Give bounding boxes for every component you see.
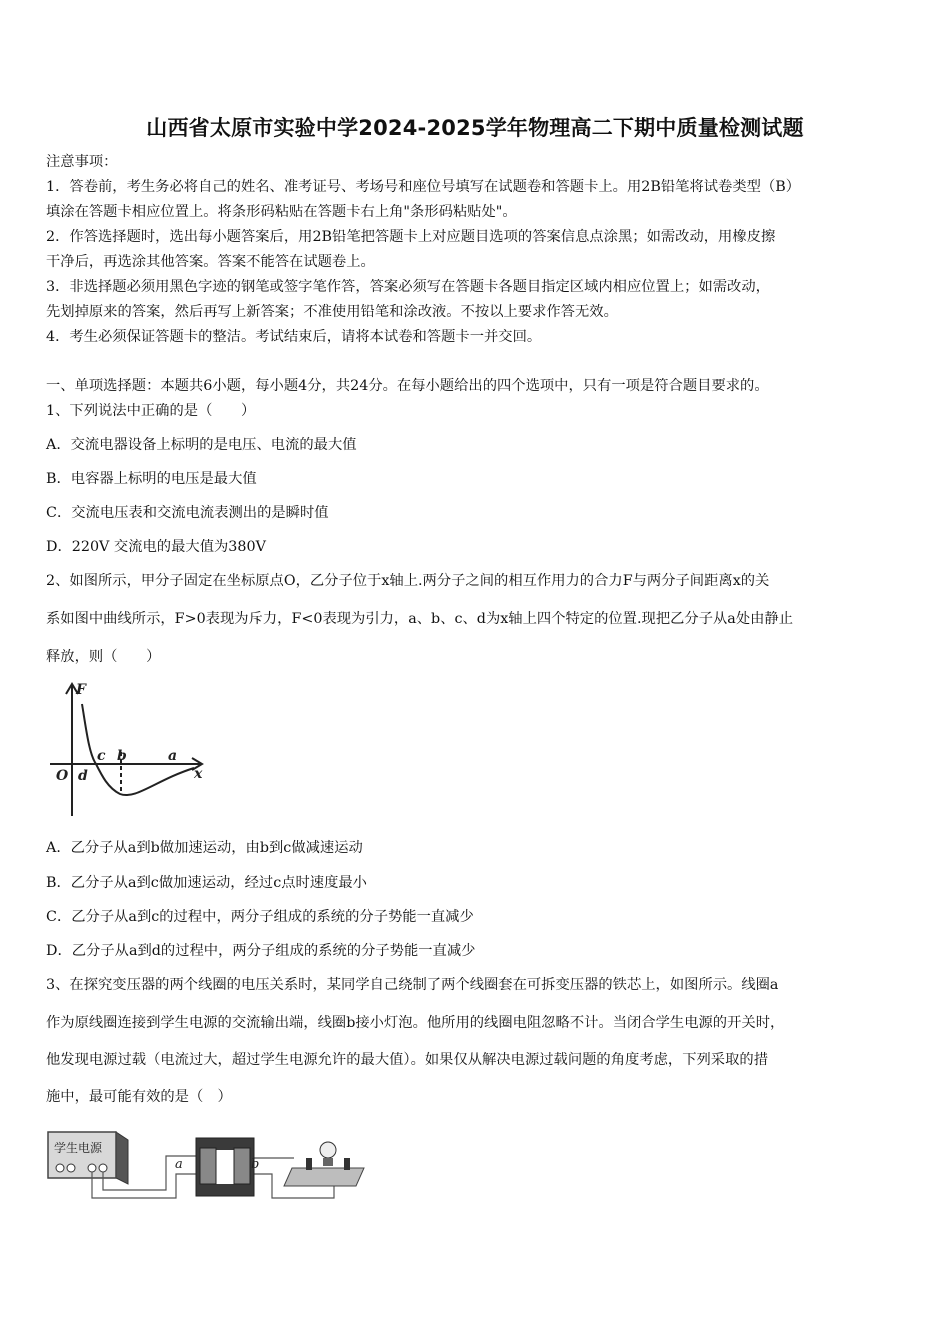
power-supply-label: 学生电源 (54, 1141, 103, 1155)
question-2-option-d: D．乙分子从a到d的过程中，两分子组成的系统的分子势能一直减少 (46, 943, 476, 959)
label-d: d (78, 768, 88, 784)
question-1-option-a: A．交流电器设备上标明的是电压、电流的最大值 (46, 437, 357, 453)
coil-a (200, 1148, 216, 1184)
notice-line: 4．考生必须保证答题卡的整洁。考试结束后，请将本试卷和答题卡一并交回。 (46, 329, 542, 345)
question-1-option-b: B．电容器上标明的电压是最大值 (46, 471, 257, 487)
question-2-option-a: A．乙分子从a到b做加速运动，由b到c做减速运动 (46, 840, 363, 856)
label-o: O (56, 768, 69, 784)
question-1-option-d: D．220V 交流电的最大值为380V (46, 539, 266, 555)
student-power-supply (48, 1132, 128, 1184)
coil-b (234, 1148, 250, 1184)
question-3-stem: 作为原线圈连接到学生电源的交流输出端，线圈b接小灯泡。他所用的线圈电阻忽略不计。当闭合学生电源的开关时， (46, 1015, 785, 1031)
question-1-stem: 1、下列说法中正确的是（ ） (46, 403, 256, 419)
question-3-stem: 施中，最可能有效的是（ ） (46, 1089, 232, 1105)
notice-line: 先划掉原来的答案，然后再写上新答案；不准使用铅笔和涂改液。不按以上要求作答无效。 (46, 304, 618, 320)
terminal-icon (99, 1164, 107, 1172)
label-x: x (194, 766, 203, 782)
notice-line: 3．非选择题必须用黑色字迹的钢笔或签字笔作答，答案必须写在答题卡各题目指定区域内相应位置上；如需改动， (46, 279, 770, 295)
notice-line: 填涂在答题卡相应位置上。将条形码粘贴在答题卡右上角"条形码粘贴处"。 (46, 204, 517, 220)
notice-line: 干净后，再选涂其他答案。答案不能答在试题卷上。 (46, 254, 375, 270)
terminal-icon (67, 1164, 75, 1172)
lamp-board (284, 1142, 364, 1186)
notice-heading: 注意事项： (46, 154, 118, 170)
force-distance-graph (44, 676, 209, 821)
question-2-option-c: C．乙分子从a到c的过程中，两分子组成的系统的分子势能一直减少 (46, 909, 474, 925)
question-2-stem: 系如图中曲线所示，F>0表现为斥力，F<0表现为引力，a、b、c、d为x轴上四个特定的位置.现把乙分子从a处由静止 (46, 611, 794, 627)
notice-line: 2．作答选择题时，选出每小题答案后，用2B铅笔把答题卡上对应题目选项的答案信息点涂黑；如需改动，用橡皮擦 (46, 229, 776, 245)
question-3-stem: 他发现电源过载（电流过大，超过学生电源允许的最大值）。如果仅从解决电源过载问题的角度考虑，下列采取的措 (46, 1052, 768, 1068)
page-title: 山西省太原市实验中学2024-2025学年物理高二下期中质量检测试题 (146, 116, 804, 140)
label-a: a (168, 748, 178, 764)
coil-a-label: a (175, 1157, 183, 1172)
transformer-setup-figure (44, 1128, 369, 1210)
section-heading: 一、单项选择题：本题共6小题，每小题4分，共24分。在每小题给出的四个选项中，只有一项是符合题目要求的。 (46, 378, 769, 394)
coil-b-label: b (251, 1157, 260, 1172)
label-f: F (76, 682, 86, 698)
terminal-icon (88, 1164, 96, 1172)
question-1-option-c: C．交流电压表和交流电流表测出的是瞬时值 (46, 505, 329, 521)
question-2-stem: 2、如图所示，甲分子固定在坐标原点O，乙分子位于x轴上.两分子之间的相互作用力的合力F与两分子间距离x的关 (46, 573, 770, 589)
terminal-icon (56, 1164, 64, 1172)
question-3-stem: 3、在探究变压器的两个线圈的电压关系时，某同学自己绕制了两个线圈套在可拆变压器的铁芯上，如图所示。线圈a (46, 977, 779, 993)
bulb-icon (320, 1142, 336, 1158)
question-2-stem: 释放，则（ ） (46, 649, 161, 665)
label-c: c (97, 748, 106, 764)
transformer-core (196, 1138, 254, 1196)
question-2-option-b: B．乙分子从a到c做加速运动，经过c点时速度最小 (46, 875, 367, 891)
label-b: b (117, 748, 127, 764)
notice-line: 1．答卷前，考生务必将自己的姓名、准考证号、考场号和座位号填写在试题卷和答题卡上。用2B铅笔将试卷类型（B） (46, 179, 801, 195)
